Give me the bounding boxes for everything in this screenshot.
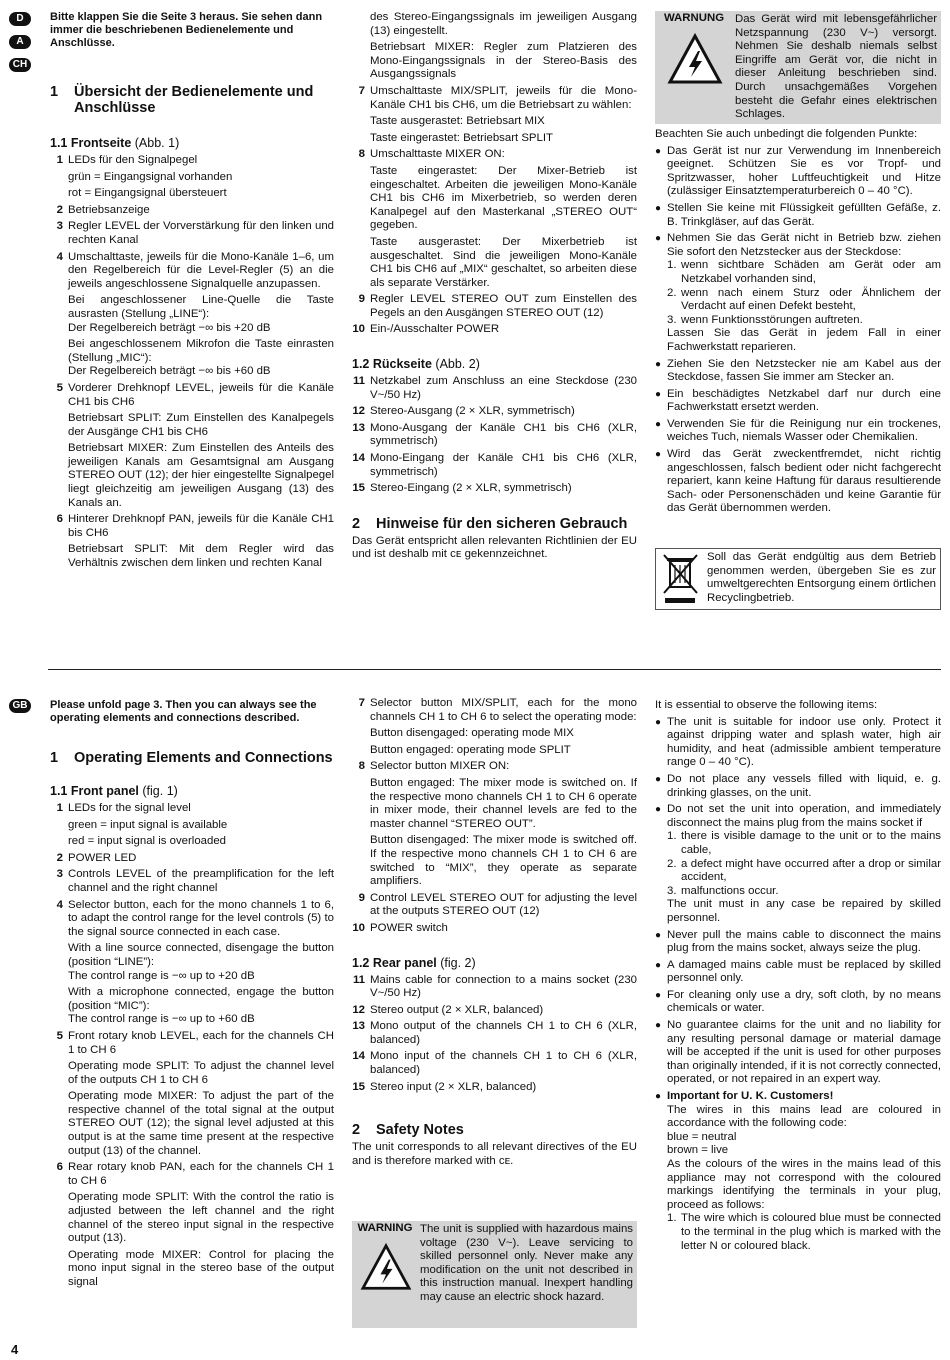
en-item-13-text: Mono output of the channels CH 1 to CH 6 (XLR, balanced) [370, 1020, 637, 1046]
de-item-5: 5 Vorderer Drehknopf LEVEL, jeweils für die Kanäle CH1 bis CH6 [56, 381, 334, 408]
de-item-13-text: Mono-Ausgang der Kanäle CH1 bis CH6 (XLR, symmetrisch) [370, 421, 637, 448]
de-section-2-number: 2 [352, 515, 361, 532]
en-item-1-red: red = input signal is overloaded [68, 835, 226, 848]
en-item-6-mixer: Operating mode MIXER: Control for placing the mono input signal in the stereo base of the output signal [68, 1248, 334, 1288]
en-section-2-text: The unit corresponds to all relevant directives of the EU and is therefore marked with ᴄᴇ. [352, 1141, 637, 1167]
en-bullet-3-sub-3: 3. malfunctions occur. [667, 884, 779, 897]
en-section-1-2-heading [352, 956, 637, 971]
en-safety-lead: It is essential to observe the following items: [655, 699, 878, 711]
en-item-10: 10 POWER switch [352, 922, 637, 936]
de-item-5-text: Vorderer Drehknopf LEVEL, jeweils für die Kanäle CH1 bis CH6 [68, 381, 334, 408]
de-item-10-text: Ein-/Ausschalter POWER [370, 323, 500, 336]
en-item-5-split: Operating mode SPLIT: To adjust the channel level of the outputs CH 1 to CH 6 [68, 1060, 334, 1086]
de-bullet-3: ● Nehmen Sie das Gerät nicht in Betrieb bzw. ziehen Sie sofort den Netzstecker aus der Steckdose: 1. wenn sichtbare Schäden am Gerät oder am Netzkabel vorhanden sind, 2. wenn nach einem Sturz oder Ähnlichem der Verdacht auf einen Defekt besteht, 3. wenn Funktionsstörungen auftreten. Lassen Sie das Gerät in jedem Fall in einer Fachwerkstatt reparieren. [655, 232, 941, 353]
en-bullet-7: ● No guarantee claims for the unit and no liability for any resulting personal damage or material damage will be accepted if the unit is used for other purposes than originally intended, if it is not correctly connected, operated, or not repaired in an expert way. [655, 1019, 941, 1086]
de-bullet-3-sub-2: 2. wenn nach einem Sturz oder Ähnlichem der Verdacht auf einen Defekt besteht, [667, 286, 941, 313]
en-item-12: 12 Stereo output (2 × XLR, balanced) [352, 1004, 637, 1018]
en-item-11-text: Mains cable for connection to a mains socket (230 V~/50 Hz) [370, 973, 637, 1000]
de-item-4-mic: Bei angeschlossenem Mikrofon die Taste einrasten (Stellung „MIC“): [68, 338, 334, 364]
en-column-3 [655, 699, 941, 1253]
lang-badge-a: A [9, 35, 31, 49]
en-item-13: 13 Mono output of the channels CH 1 to CH 6 (XLR, balanced) [352, 1020, 637, 1046]
de-bullet-4: ● Ziehen Sie den Netzstecker nie am Kabel aus der Steckdose, fassen Sie immer am Stecker an. [655, 357, 941, 384]
de-item-11: 11 Netzkabel zum Anschluss an eine Steckdose (230 V~/50 Hz) [352, 375, 637, 401]
de-item-2-text: Betriebsanzeige [68, 203, 150, 216]
de-item-6-text: Hinterer Drehknopf PAN, jeweils für die Kanäle CH1 bis CH6 [68, 513, 334, 539]
de-item-6-mixer: Betriebsart MIXER: Regler zum Platzieren des Mono-Eingangssignals in der Stereo-Basis des Ausgangssignals [370, 41, 637, 81]
en-section-1-heading [50, 750, 334, 766]
de-bullet-1-text: Das Gerät ist nur zur Verwendung im Innenbereich geeignet. Schützen Sie es vor Tropf- und Spritzwasser, hoher Luftfeuchtigkeit und Hitze (zulässiger Einsatztemperaturbereich 0 – 40 °C). [667, 144, 941, 198]
lang-badge-d: D [9, 12, 31, 26]
en-bullet-3-text: Do not set the unit into operation, and immediately disconnect the mains plug from the mains socket if [667, 803, 941, 829]
en-item-7-text: Selector button MIX/SPLIT, each for the mono channels CH 1 to CH 6 to select the operating mode: [370, 697, 637, 723]
de-section-1-2-ref: (Abb. 2) [435, 357, 480, 372]
language-separator [48, 669, 941, 670]
de-intro: Bitte klappen Sie die Seite 3 heraus. Sie sehen dann immer die beschriebenen Bedienelemente und Anschlüsse. [50, 11, 323, 49]
high-voltage-warning-icon [667, 33, 723, 85]
de-bullet-6-text: Verwenden Sie für die Reinigung nur ein trockenes, weiches Tuch, niemals Wasser oder Chemikalien. [667, 417, 941, 444]
de-bullet-5-text: Ein beschädigtes Netzkabel darf nur durch eine Fachwerkstatt ersetzt werden. [667, 387, 941, 414]
de-item-1: 1 LEDs für den Signalpegel [50, 154, 334, 168]
de-item-8-text: Umschalttaste MIXER ON: [370, 148, 505, 161]
de-section-1-number: 1 [50, 84, 59, 100]
en-item-2: 2 POWER LED [50, 852, 334, 866]
en-bullet-7-text: No guarantee claims for the unit and no liability for any resulting personal damage or material damage will be accepted if the unit is used for other purposes than originally intended, if it is not correctly connected, operated, or not repaired in an expert way. [667, 1019, 941, 1086]
de-section-1-1-title: 1.1 Frontseite [50, 136, 132, 150]
en-bullet-4-text: Never pull the mains cable to disconnect the mains plug from the mains socket, always seize the plug. [667, 928, 941, 955]
de-bullet-3-text: Nehmen Sie das Gerät nicht in Betrieb bzw. ziehen Sie sofort den Netzstecker aus der Steckdose: [667, 232, 941, 258]
de-bullet-7: ● Wird das Gerät zweckentfremdet, nicht richtig angeschlossen, falsch bedient oder nicht fachgerecht repariert, kann keine Haftung für daraus resultierende Sach- oder Personenschäden und keine Garantie für das Gerät übernommen werden. [655, 448, 941, 515]
de-section-1-2-title: 1.2 Rückseite [352, 357, 432, 372]
de-item-3-text: Regler LEVEL der Vorverstärkung für den linken und rechten Kanal [68, 220, 334, 246]
en-bullet-5-text: A damaged mains cable must be replaced by skilled personnel only. [667, 958, 941, 985]
en-column-2 [352, 697, 637, 1168]
en-item-14-text: Mono input of the channels CH 1 to CH 6 (XLR, balanced) [370, 1050, 637, 1077]
de-bullet-4-text: Ziehen Sie den Netzstecker nie am Kabel aus der Steckdose, fassen Sie immer am Stecker an. [667, 357, 941, 384]
de-item-4-text: Umschalttaste, jeweils für die Mono-Kanäle 1–6, um den Regelbereich für die Level-Regler (5) an die jeweils angeschlossene Signalquelle anzupassen. [68, 250, 334, 290]
de-bullet-7-text: Wird das Gerät zweckentfremdet, nicht richtig angeschlossen, falsch bedient oder nicht fachgerecht repariert, kann keine Haftung für daraus resultierende Sach- oder Personenschäden und keine Garantie für das Gerät übernommen werden. [667, 448, 941, 515]
en-bullet-8: ● Important for U. K. Customers! The wires in this mains lead are coloured in accordance with the following code: blue = neutral brown = live As the colours of the wires in the mains lead of this appliance may not correspond with the coloured markings identifying the terminals in your plug, proceed as follows: 1. The wire which is coloured blue must be connected to the terminal in the plug which is marked with the letter N or coloured black. [655, 1090, 941, 1252]
de-bullet-6: ● Verwenden Sie für die Reinigung nur ein trockenes, weiches Tuch, niemals Wasser oder Chemikalien. [655, 417, 941, 444]
de-item-1-text: LEDs für den Signalpegel [68, 154, 198, 166]
de-section-1-1-ref: (Abb. 1) [134, 136, 180, 150]
de-item-1-red: rot = Eingangsignal übersteuert [68, 187, 227, 200]
de-item-8: 8 Umschalttaste MIXER ON: [352, 148, 637, 162]
en-section-1-title: Operating Elements and Connections [74, 750, 333, 766]
en-item-1-green: green = input signal is available [68, 818, 228, 831]
de-item-14-text: Mono-Eingang der Kanäle CH1 bis CH6 (XLR, symmetrisch) [370, 452, 637, 478]
de-item-12: 12 Stereo-Ausgang (2 × XLR, symmetrisch) [352, 405, 637, 419]
en-intro: Please unfold page 3. Then you can always see the operating elements and connections described. [50, 699, 317, 724]
en-bullet-3-sub-2: 2. a defect might have occurred after a drop or similar accident, [667, 857, 941, 884]
en-section-1-2-ref: (fig. 2) [440, 955, 476, 970]
de-item-7-mix: Taste ausgerastet: Betriebsart MIX [370, 115, 545, 128]
de-item-15: 15 Stereo-Eingang (2 × XLR, symmetrisch) [352, 482, 637, 496]
en-item-5: 5 Front rotary knob LEVEL, each for the channels CH 1 to CH 6 [56, 1029, 334, 1056]
de-item-3: 3 Regler LEVEL der Vorverstärkung für den linken und rechten Kanal [56, 220, 334, 246]
en-item-3: 3 Controls LEVEL of the preamplification for the left channel and the right channel [56, 868, 334, 894]
en-item-2-text: POWER LED [68, 851, 137, 864]
en-bullet-4: ● Never pull the mains cable to disconnect the mains plug from the mains socket, always seize the plug. [655, 928, 941, 955]
de-bullet-2: ● Stellen Sie keine mit Flüssigkeit gefüllten Gefäße, z. B. Trinkgläser, auf das Gerät. [655, 201, 941, 228]
en-bullet-3-end: The unit must in any case be repaired by skilled personnel. [667, 898, 941, 924]
en-warning-box [352, 1221, 637, 1328]
de-item-13: 13 Mono-Ausgang der Kanäle CH1 bis CH6 (XLR, symmetrisch) [352, 421, 637, 448]
de-recycling-box [655, 548, 941, 610]
en-item-11: 11 Mains cable for connection to a mains socket (230 V~/50 Hz) [352, 973, 637, 1000]
page-number: 4 [11, 1342, 19, 1357]
de-item-12-text: Stereo-Ausgang (2 × XLR, symmetrisch) [370, 405, 575, 418]
en-item-3-text: Controls LEVEL of the preamplification for the left channel and the right channel [68, 868, 334, 894]
crossed-out-bin-icon [659, 549, 703, 609]
en-warning-text: The unit is supplied with hazardous mains voltage (230 V~). Leave servicing to skilled personnel only. Never make any modification on the unit not described in this instruction manual. Inexpert handling may cause an electric shock hazard. [420, 1223, 633, 1303]
en-uk-wires-text: The wires in this mains lead are coloured in accordance with the following code: [667, 1103, 941, 1130]
en-item-7: 7 Selector button MIX/SPLIT, each for the mono channels CH 1 to CH 6 to select the operating mode: [358, 697, 637, 723]
en-bullet-3: ● Do not set the unit into operation, and immediately disconnect the mains plug from the mains socket if 1. there is visible damage to the unit or to the mains cable, 2. a defect might have occurred after a drop or similar accident, 3. malfunctions occur. The unit must in any case be repaired by skilled personnel. [655, 803, 941, 924]
en-section-2-number: 2 [352, 1122, 361, 1139]
en-item-10-text: POWER switch [370, 921, 448, 934]
en-item-15-text: Stereo input (2 × XLR, balanced) [370, 1080, 537, 1093]
en-item-6-text: Rear rotary knob PAN, each for the channels CH 1 to CH 6 [68, 1161, 334, 1187]
en-bullet-6: ● For cleaning only use a dry, soft cloth, by no means chemicals or water. [655, 988, 941, 1015]
de-item-5-split: Betriebsart SPLIT: Zum Einstellen des Kanalpegels der Ausgänge CH1 bis CH6 [68, 412, 334, 438]
de-item-4-line-range: Der Regelbereich beträgt −∞ bis +20 dB [68, 321, 271, 334]
en-bullet-2: ● Do not place any vessels filled with liquid, e. g. drinking glasses, on the unit. [655, 772, 941, 799]
en-item-6-split: Operating mode SPLIT: With the control the ratio is adjusted between the left channel and the right channel of the stereo input signal in the respective output (13). [68, 1191, 334, 1245]
de-safety-lead: Beachten Sie auch unbedingt die folgenden Punkte: [655, 128, 918, 140]
en-item-14: 14 Mono input of the channels CH 1 to CH 6 (XLR, balanced) [352, 1050, 637, 1077]
de-section-1-title: Übersicht der Bedienelemente und Anschlüsse [74, 84, 314, 116]
de-recycling-text: Soll das Gerät endgültig aus dem Betrieb genommen werden, übergeben Sie es zur umweltgerechten Entsorgung einem örtlichen Recyclingbetrieb. [707, 551, 936, 604]
de-item-10: 10 Ein-/Ausschalter POWER [352, 323, 637, 337]
de-item-7-split: Taste eingerastet: Betriebsart SPLIT [370, 131, 553, 144]
de-bullet-3-end: Lassen Sie das Gerät in jedem Fall in einer Fachwerkstatt reparieren. [667, 327, 941, 353]
de-section-2-text: Das Gerät entspricht allen relevanten Richtlinien der EU und ist deshalb mit ᴄᴇ gekennzeichnet. [352, 534, 637, 561]
de-column-3 [655, 128, 941, 516]
de-warning-label: WARNUNG [663, 12, 725, 24]
en-section-1-number: 1 [50, 750, 59, 766]
de-warning-box [655, 11, 941, 124]
de-item-14: 14 Mono-Eingang der Kanäle CH1 bis CH6 (XLR, symmetrisch) [352, 452, 637, 478]
de-item-11-text: Netzkabel zum Anschluss an eine Steckdose (230 V~/50 Hz) [370, 375, 637, 401]
en-item-7-mix: Button disengaged: operating mode MIX [370, 727, 574, 740]
en-item-8-engaged: Button engaged: The mixer mode is switched on. If the respective mono channels CH 1 to CH 6 operate in mixer mode, their channel levels are fed to the master channel “STEREO OUT”. [370, 776, 637, 830]
en-section-1-2-title: 1.2 Rear panel [352, 955, 437, 970]
de-item-15-text: Stereo-Eingang (2 × XLR, symmetrisch) [370, 482, 572, 495]
de-section-1-1-heading [50, 136, 334, 151]
de-item-6: 6 Hinterer Drehknopf PAN, jeweils für die Kanäle CH1 bis CH6 [56, 513, 334, 539]
en-item-12-text: Stereo output (2 × XLR, balanced) [370, 1003, 544, 1016]
en-item-4-mic: With a microphone connected, engage the button (position “MIC”): [68, 986, 334, 1012]
en-section-2-title: Safety Notes [376, 1122, 464, 1139]
de-bullet-5: ● Ein beschädigtes Netzkabel darf nur durch eine Fachwerkstatt ersetzt werden. [655, 387, 941, 414]
de-item-4: 4 Umschalttaste, jeweils für die Mono-Kanäle 1–6, um den Regelbereich für die Level-Regler (5) an die jeweils angeschlossene Signalquelle anzupassen. [56, 250, 334, 290]
en-item-4-mic-range: The control range is −∞ up to +60 dB [68, 1013, 255, 1026]
de-bullet-3-sub-1: 1. wenn sichtbare Schäden am Gerät oder am Netzkabel vorhanden sind, [667, 259, 941, 285]
en-item-6: 6 Rear rotary knob PAN, each for the channels CH 1 to CH 6 [56, 1161, 334, 1187]
de-item-7-text: Umschalttaste MIX/SPLIT, jeweils für die Mono-Kanäle CH1 bis CH6, um die Betriebsart zu wählen: [370, 84, 637, 111]
de-item-6-split-cont: des Stereo-Eingangssignals im jeweiligen Ausgang (13) eingestellt. [370, 11, 637, 37]
en-section-1-1-heading [50, 784, 334, 799]
de-bullet-3-sub-3: 3. wenn Funktionsstörungen auftreten. [667, 313, 863, 326]
en-uk-step-1: 1. The wire which is coloured blue must be connected to the terminal in the plug which is marked with the letter N or coloured black. [667, 1212, 941, 1252]
high-voltage-warning-icon [360, 1243, 412, 1291]
en-item-1-text: LEDs for the signal level [68, 802, 191, 814]
lang-badge-ch: CH [9, 58, 31, 72]
de-item-9-text: Regler LEVEL STEREO OUT zum Einstellen des Pegels an den Ausgängen STEREO OUT (12) [370, 293, 637, 319]
en-item-4-text: Selector button, each for the mono channels 1 to 6, to adapt the control range for the level controls (5) to the signal source connected in each case. [68, 898, 334, 938]
en-warning-label: WARNING [357, 1222, 413, 1234]
en-item-4-line: With a line source connected, disengage the button (position “LINE”): [68, 942, 334, 968]
de-item-8-disengaged: Taste ausgerastet: Der Mixerbetrieb ist ausgeschaltet. Sind die jeweiligen Mono-Kanäle CH1 bis CH6 auf „MIX“ geschaltet, so arbeiten diese als separate Verstärker. [370, 235, 637, 289]
en-item-5-text: Front rotary knob LEVEL, each for the channels CH 1 to CH 6 [68, 1029, 334, 1056]
en-section-1-1-title: 1.1 Front panel [50, 784, 139, 798]
de-item-5-mixer: Betriebsart MIXER: Zum Einstellen des Anteils des jeweiligen Kanals am Gesamtsignal am Ausgang STEREO OUT (12); der hier eingestellte Signalpegel liegt gleichzeitig am jeweiligen Ausgang (13) des Kanals an. [68, 442, 334, 509]
en-uk-blue: blue = neutral [667, 1130, 737, 1143]
de-item-4-mic-range: Der Regelbereich beträgt −∞ bis +60 dB [68, 365, 271, 378]
lang-badge-gb: GB [9, 699, 31, 713]
en-item-9: 9 Control LEVEL STEREO OUT for adjusting the level at the outputs STEREO OUT (12) [358, 891, 637, 918]
de-column-1 [50, 11, 334, 571]
en-item-8-disengaged: Button disengaged: The mixer mode is switched off. If the respective mono channels CH 1 to CH 6 are switched to “MIX”, they operate as separate amplifiers. [370, 834, 637, 888]
de-item-9: 9 Regler LEVEL STEREO OUT zum Einstellen des Pegels an den Ausgängen STEREO OUT (12) [358, 293, 637, 319]
en-column-1 [50, 699, 334, 1290]
en-item-9-text: Control LEVEL STEREO OUT for adjusting the level at the outputs STEREO OUT (12) [370, 891, 637, 918]
en-uk-brown: brown = live [667, 1144, 729, 1157]
en-item-8-text: Selector button MIXER ON: [370, 760, 510, 773]
de-warning-text: Das Gerät wird mit lebensgefährlicher Netzspannung (230 V~) versorgt. Nehmen Sie deshalb niemals selbst Eingriffe am Gerät vor, die nicht in dieser Anleitung beschrieben sind. Durch unsachgemäßes Vorgehen besteht die Gefahr eines elektrischen Schlages. [735, 13, 937, 121]
en-uk-colours-text: As the colours of the wires in the mains lead of this appliance may not correspond with the coloured markings identifying the terminals in your plug, proceed as follows: [667, 1158, 941, 1211]
de-bullet-2-text: Stellen Sie keine mit Flüssigkeit gefüllten Gefäße, z. B. Trinkgläser, auf das Gerät. [667, 201, 941, 228]
en-bullet-3-sub-1: 1. there is visible damage to the unit or to the mains cable, [667, 830, 941, 856]
en-item-15: 15 Stereo input (2 × XLR, balanced) [352, 1081, 637, 1095]
de-item-1-green: grün = Eingangsignal vorhanden [68, 170, 233, 183]
de-item-6-split: Betriebsart SPLIT: Mit dem Regler wird das Verhältnis zwischen dem linken und rechten Kanal [68, 543, 334, 570]
de-section-1-heading [50, 84, 334, 116]
en-uk-customers-heading: Important for U. K. Customers! [667, 1090, 834, 1103]
de-column-2 [352, 11, 637, 562]
de-bullet-1: ● Das Gerät ist nur zur Verwendung im Innenbereich geeignet. Schützen Sie es vor Tropf- und Spritzwasser, hoher Luftfeuchtigkeit und Hitze (zulässiger Einsatztemperaturbereich 0 – 40 °C). [655, 144, 941, 198]
en-item-4-line-range: The control range is −∞ up to +20 dB [68, 969, 255, 982]
de-section-1-2-heading [352, 357, 637, 372]
en-bullet-5: ● A damaged mains cable must be replaced by skilled personnel only. [655, 958, 941, 985]
en-item-8: 8 Selector button MIXER ON: [352, 760, 637, 774]
en-item-5-mixer: Operating mode MIXER: To adjust the part of the respective channel of the total signal at the output STEREO OUT (12); the signal level adjusted at this output is at the same time present at the respective output (13) of the channel. [68, 1090, 334, 1157]
en-item-4: 4 Selector button, each for the mono channels 1 to 6, to adapt the control range for the level controls (5) to the signal source connected in each case. [56, 898, 334, 938]
en-bullet-2-text: Do not place any vessels filled with liquid, e. g. drinking glasses, on the unit. [667, 772, 941, 799]
en-bullet-1-text: The unit is suitable for indoor use only. Protect it against dripping water and splash water, high air humidity, and heat (admissible ambient temperature range 0 – 40 °C). [667, 715, 941, 769]
de-item-4-line: Bei angeschlossener Line-Quelle die Taste ausrasten (Stellung „LINE“): [68, 294, 334, 320]
en-bullet-1: ● The unit is suitable for indoor use only. Protect it against dripping water and splash water, high air humidity, and heat (admissible ambient temperature range 0 – 40 °C). [655, 715, 941, 769]
en-item-1: 1 LEDs for the signal level [50, 802, 334, 816]
en-bullet-6-text: For cleaning only use a dry, soft cloth, by no means chemicals or water. [667, 988, 941, 1015]
de-item-2: 2 Betriebsanzeige [50, 204, 334, 218]
de-section-2-heading [352, 516, 637, 532]
de-section-2-title: Hinweise für den sicheren Gebrauch [376, 515, 628, 532]
en-section-1-1-ref: (fig. 1) [142, 784, 178, 798]
en-item-7-split: Button engaged: operating mode SPLIT [370, 743, 571, 756]
de-item-8-engaged: Taste eingerastet: Der Mixer-Betrieb ist eingeschaltet. Arbeiten die jeweiligen Mono-Kanäle CH1 bis CH6 im Mixerbetrieb, so werden deren Kanalpegel auf den Masterkanal „STEREO OUT“ gegeben. [370, 164, 637, 232]
de-item-7: 7 Umschalttaste MIX/SPLIT, jeweils für die Mono-Kanäle CH1 bis CH6, um die Betriebsart zu wählen: [358, 84, 637, 111]
en-section-2-heading [352, 1122, 637, 1138]
